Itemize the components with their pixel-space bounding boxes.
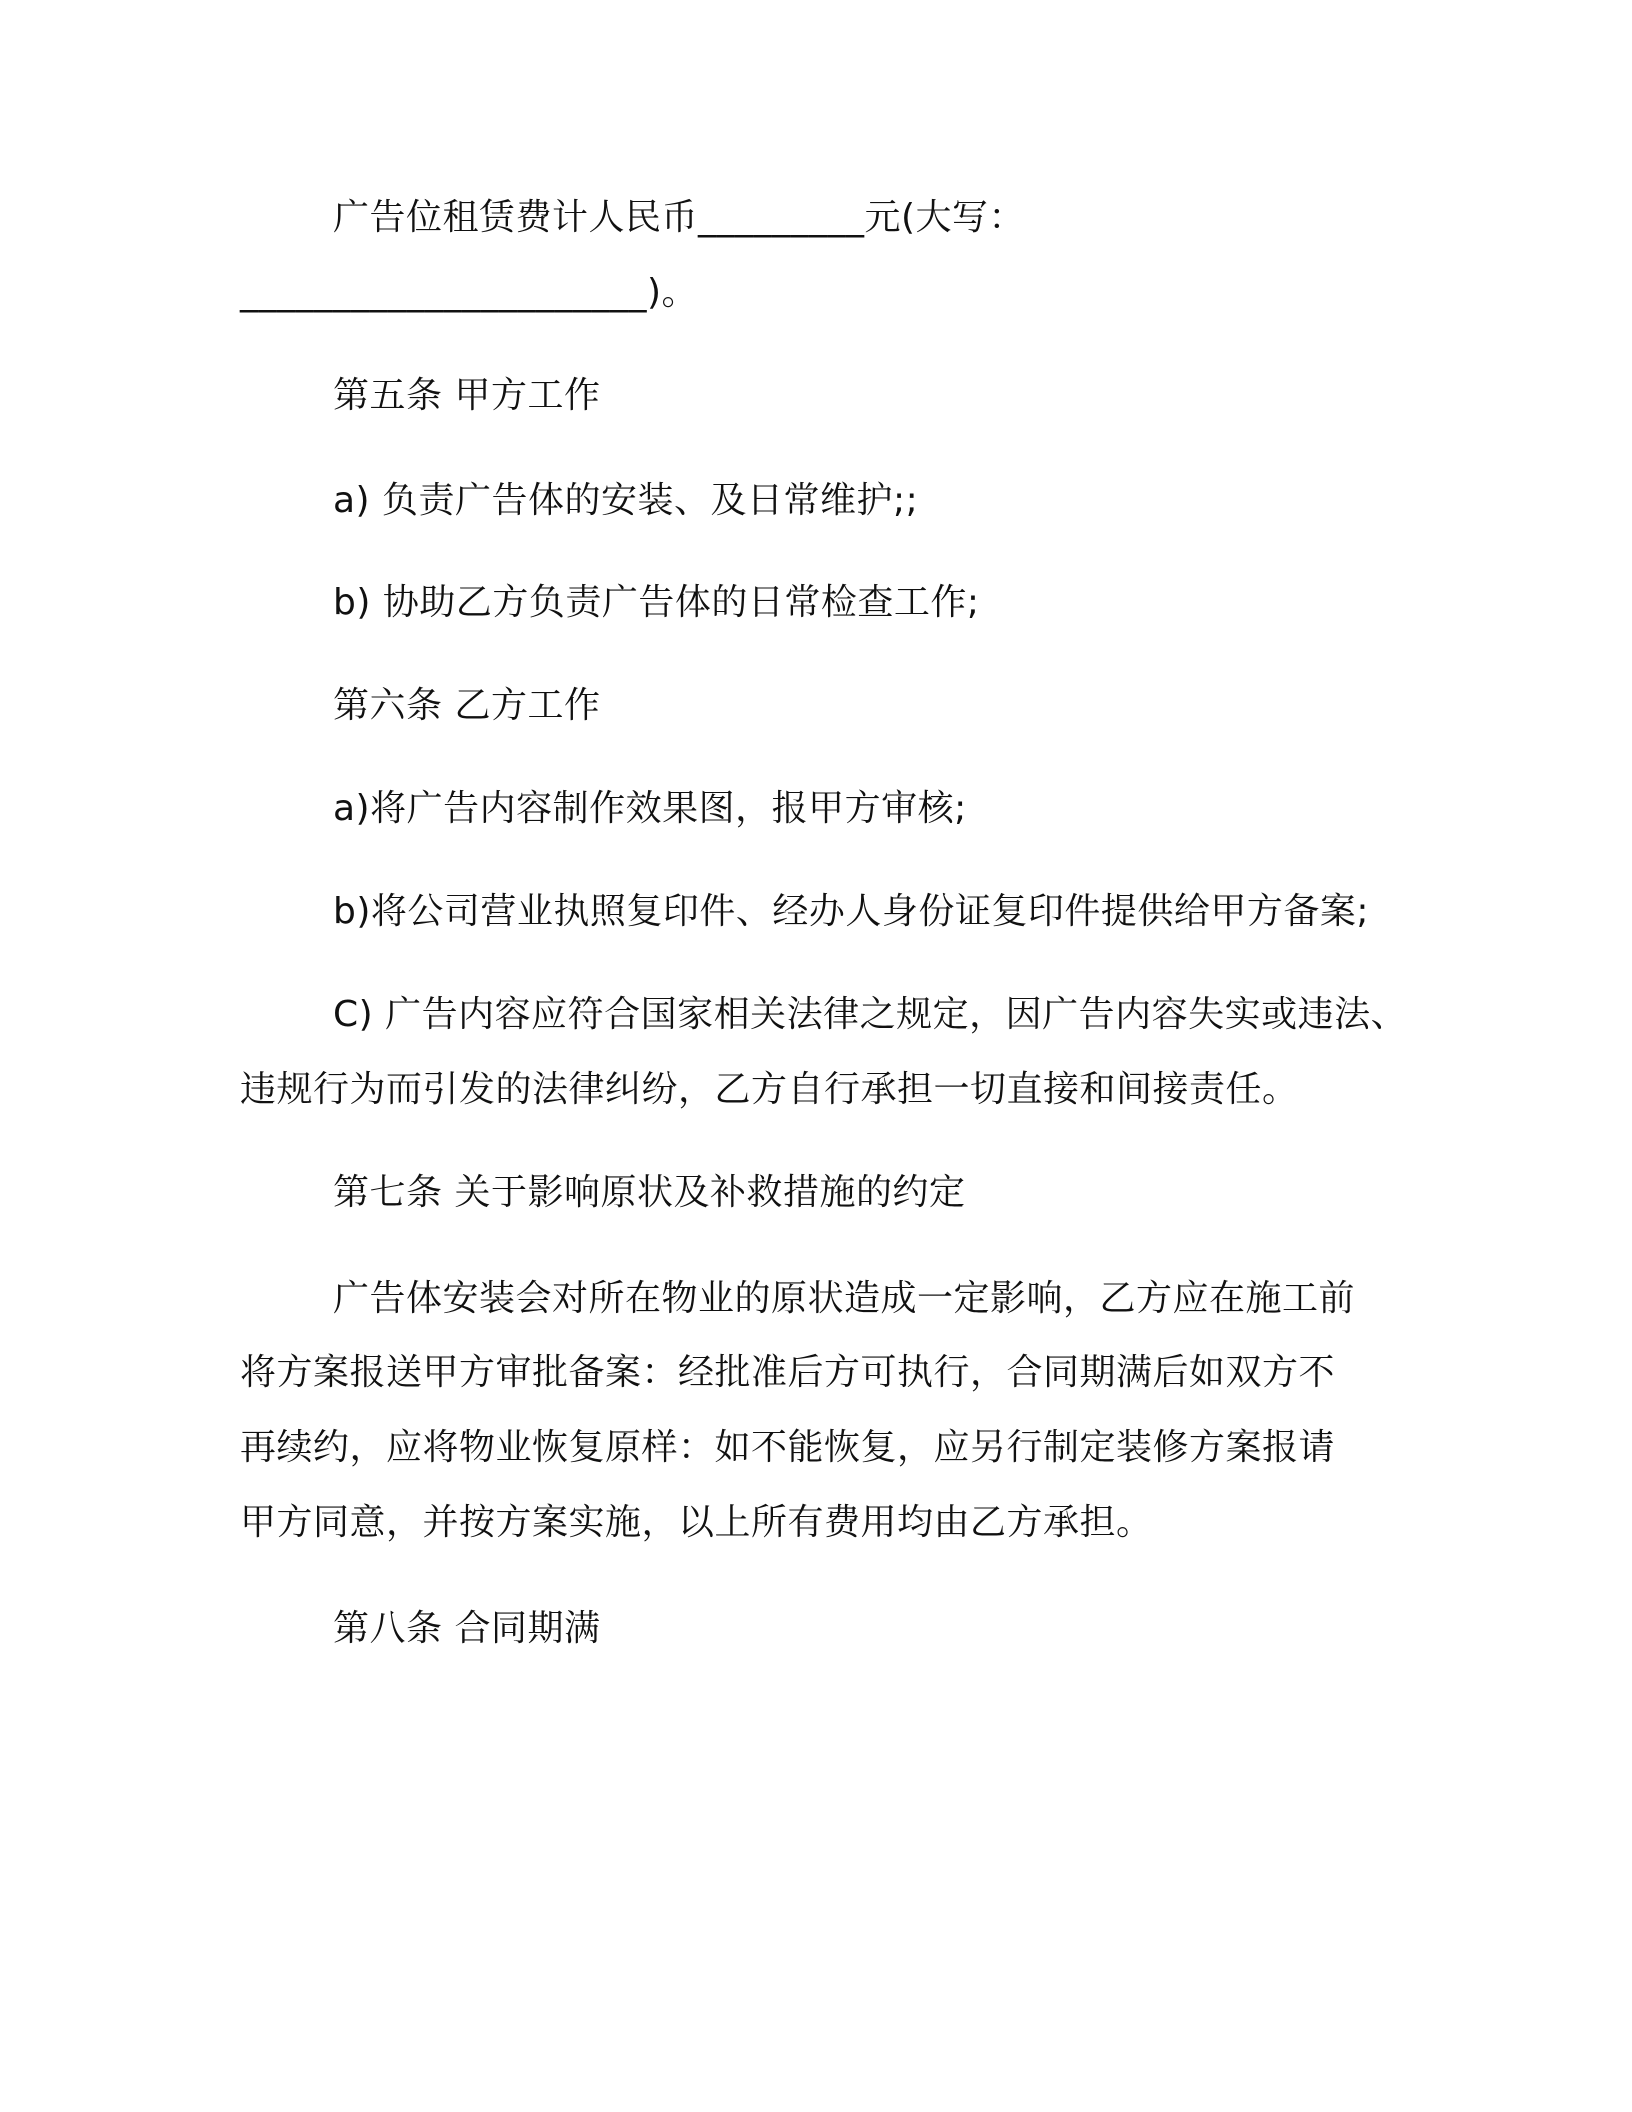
fee-line-1: 广告位租赁费计人民币_________元(大写： — [333, 197, 1026, 238]
article6-item-b: b)将公司营业执照复印件、经办人身份证复印件提供给甲方备案; — [333, 891, 1370, 932]
article6-item-c-line-1: C) 广告内容应符合国家相关法律之规定，因广告内容失实或违法、 — [333, 994, 1408, 1035]
article5-title: 第五条 甲方工作 — [333, 375, 601, 416]
article7-para-line-1: 广告体安装会对所在物业的原状造成一定影响，乙方应在施工前 — [333, 1278, 1356, 1319]
article5-item-b: b) 协助乙方负责广告体的日常检查工作; — [333, 582, 980, 623]
article6-item-c-line-2: 违规行为而引发的法律纠纷，乙方自行承担一切直接和间接责任。 — [240, 1069, 1299, 1110]
article7-para-line-3: 再续约，应将物业恢复原样：如不能恢复，应另行制定装修方案报请 — [240, 1427, 1336, 1468]
article6-item-a: a)将广告内容制作效果图，报甲方审核; — [333, 788, 967, 829]
article5-item-a: a) 负责广告体的安装、及日常维护;; — [333, 480, 919, 521]
article8-title: 第八条 合同期满 — [333, 1608, 601, 1649]
article6-title: 第六条 乙方工作 — [333, 685, 601, 726]
article7-title: 第七条 关于影响原状及补救措施的约定 — [333, 1172, 966, 1213]
article7-para-line-2: 将方案报送甲方审批备案：经批准后方可执行，合同期满后如双方不 — [240, 1352, 1336, 1393]
fee-line-2: ______________________)。 — [240, 272, 699, 313]
article7-para-line-4: 甲方同意，并按方案实施，以上所有费用均由乙方承担。 — [240, 1502, 1153, 1543]
